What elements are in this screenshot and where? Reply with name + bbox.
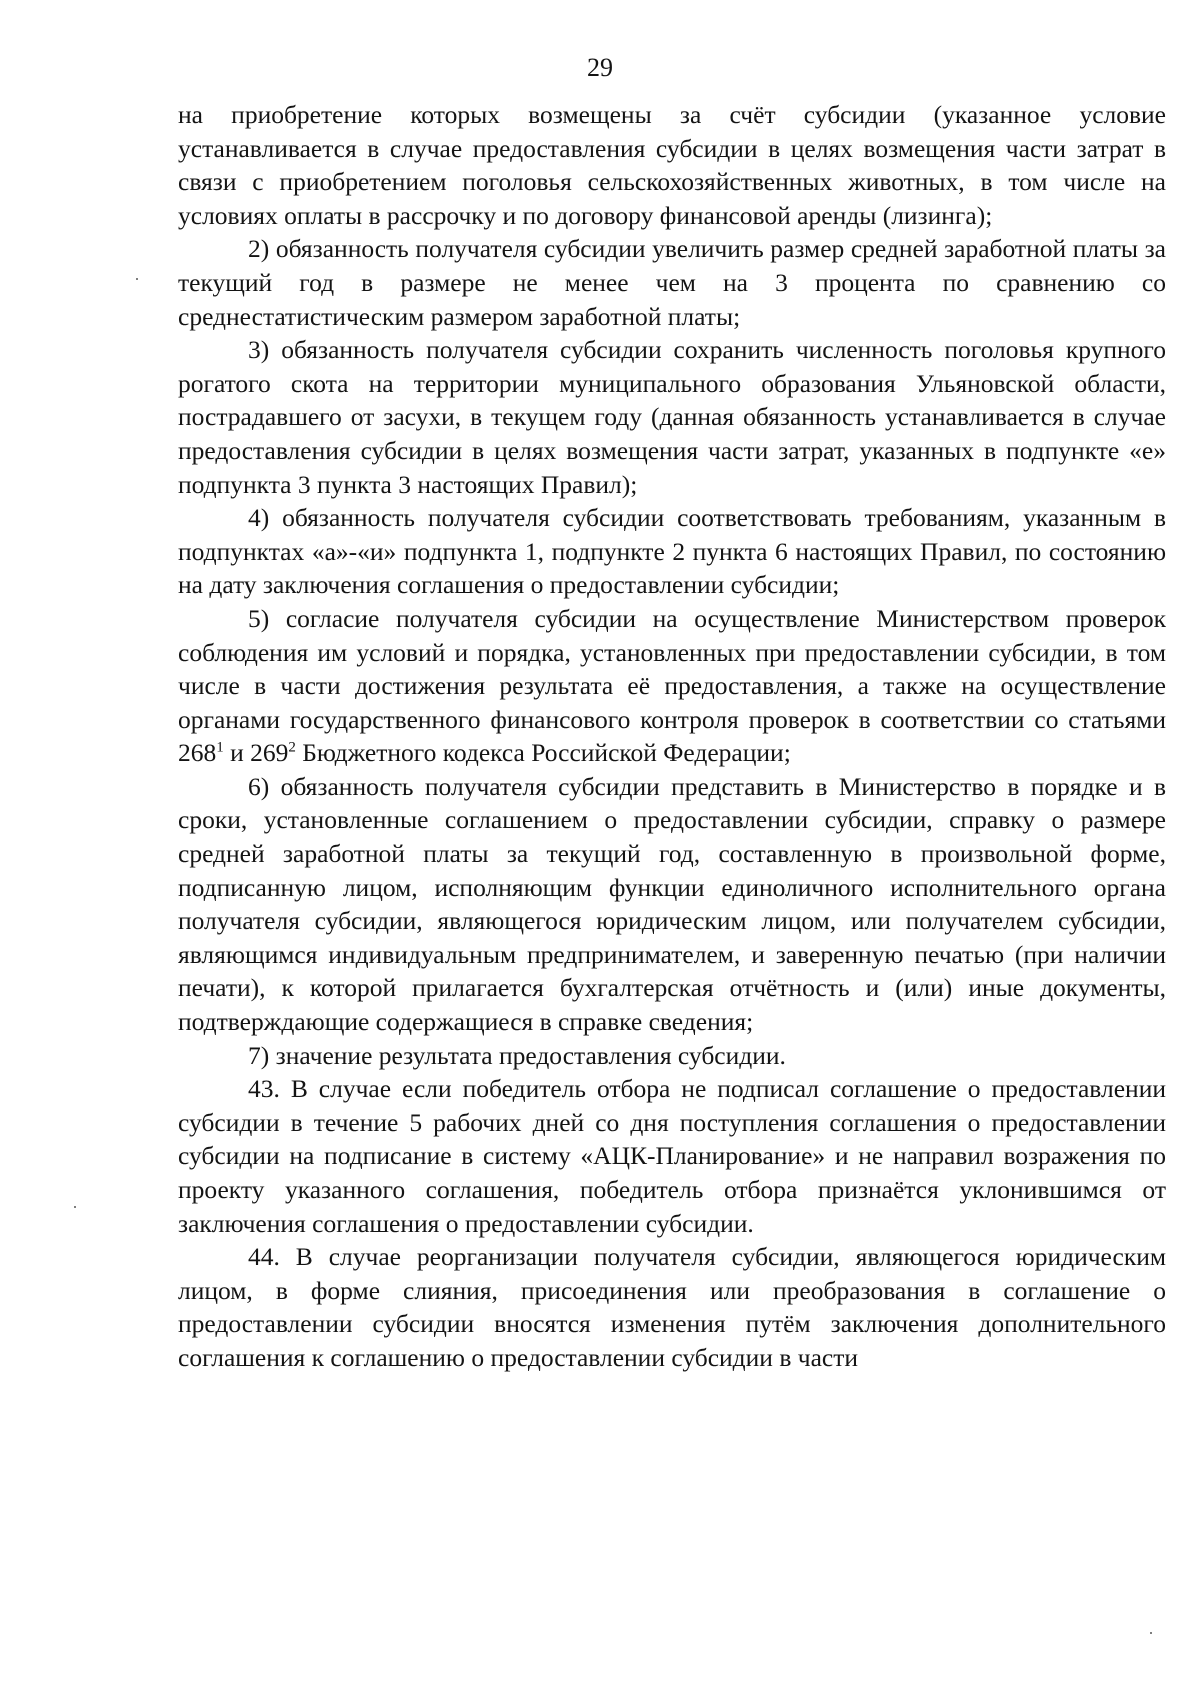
document-body [178,98,1166,1375]
paragraph-clause-43: 43. В случае если победитель отбора не подписал соглашение о предоставлении субсидии в течение 5 рабочих дней со дня поступления соглашения о предоставлении субсидии на подписание в систему «АЦК-Планирование» и не направил возражения по проекту указанного соглашения, победитель отбора признаётся уклонившимся от заключения соглашения о предоставлении субсидии. [178,1074,1166,1238]
scan-speck [74,1206,76,1208]
paragraph-item-7: 7) значение результата предоставления субсидии. [248,1040,786,1070]
paragraph-item-2: 2) обязанность получателя субсидии увеличить размер средней заработной платы за текущий год в размере не менее чем на 3 процента по сравнению со среднестатистическим размером заработной платы; [178,234,1166,331]
paragraph-item-6: 6) обязанность получателя субсидии представить в Министерство в порядке и в сроки, установленные соглашением о предоставлении субсидии, справку о размере средней заработной платы за текущий год, составленную в произвольной форме, подписанную лицом, исполняющим функции единоличного исполнительного органа получателя субсидии, являющегося юридическим лицом, или получателем субсидии, являющимся индивидуальным предпринимателем, и заверенную печатью (при наличии печати), к которой прилагается бухгалтерская отчётность и (или) иные документы, подтверждающие содержащиеся в справке сведения; [178,771,1166,1037]
superscript-2: 2 [288,739,296,756]
paragraph-item-5 [178,602,1166,770]
paragraph-clause-44: 44. В случае реорганизации получателя субсидии, являющегося юридическим лицом, в форме слияния, присоединения или преобразования в соглашение о предоставлении субсидии вносятся изменения путём заключения дополнительного соглашения к соглашению о предоставлении субсидии в части [178,1242,1166,1372]
superscript-1: 1 [216,739,224,756]
page-number: 29 [587,53,613,82]
scan-speck [136,278,138,280]
paragraph-item-4: 4) обязанность получателя субсидии соответствовать требованиям, указанным в подпунктах «а»-«и» подпункта 1, подпункте 2 пункта 6 настоящих Правил, по состоянию на дату заключения соглашения о предоставлении субсидии; [178,503,1166,600]
paragraph-item-5-text-a: 5) согласие получателя субсидии на осуществление Министерством проверок соблюдения им условий и порядка, установленных при предоставлении субсидии, в том числе в части достижения результата её предоставления, а также на осуществление органами государственного финансового контроля проверок в соответствии со статьями 268 [178,603,1166,768]
paragraph-continuation: на приобретение которых возмещены за счёт субсидии (указанное условие устанавливается в случае предоставления субсидии в целях возмещения части затрат в связи с приобретением поголовья сельскохозяйственных животных, в том числе на условиях оплаты в рассрочку и по договору финансовой аренды (лизинга); [178,100,1166,230]
paragraph-item-3: 3) обязанность получателя субсидии сохранить численность поголовья крупного рогатого скота на территории муниципального образования Ульяновской области, пострадавшего от засухи, в текущем году (данная обязанность устанавливается в случае предоставления субсидии в целях возмещения части затрат, указанных в подпункте «е» подпункта 3 пункта 3 настоящих Правил); [178,335,1166,499]
scan-speck [1150,1632,1152,1634]
paragraph-item-5-text-b: и 269 [223,738,289,768]
paragraph-item-5-text-c: Бюджетного кодекса Российской Федерации; [295,738,791,768]
